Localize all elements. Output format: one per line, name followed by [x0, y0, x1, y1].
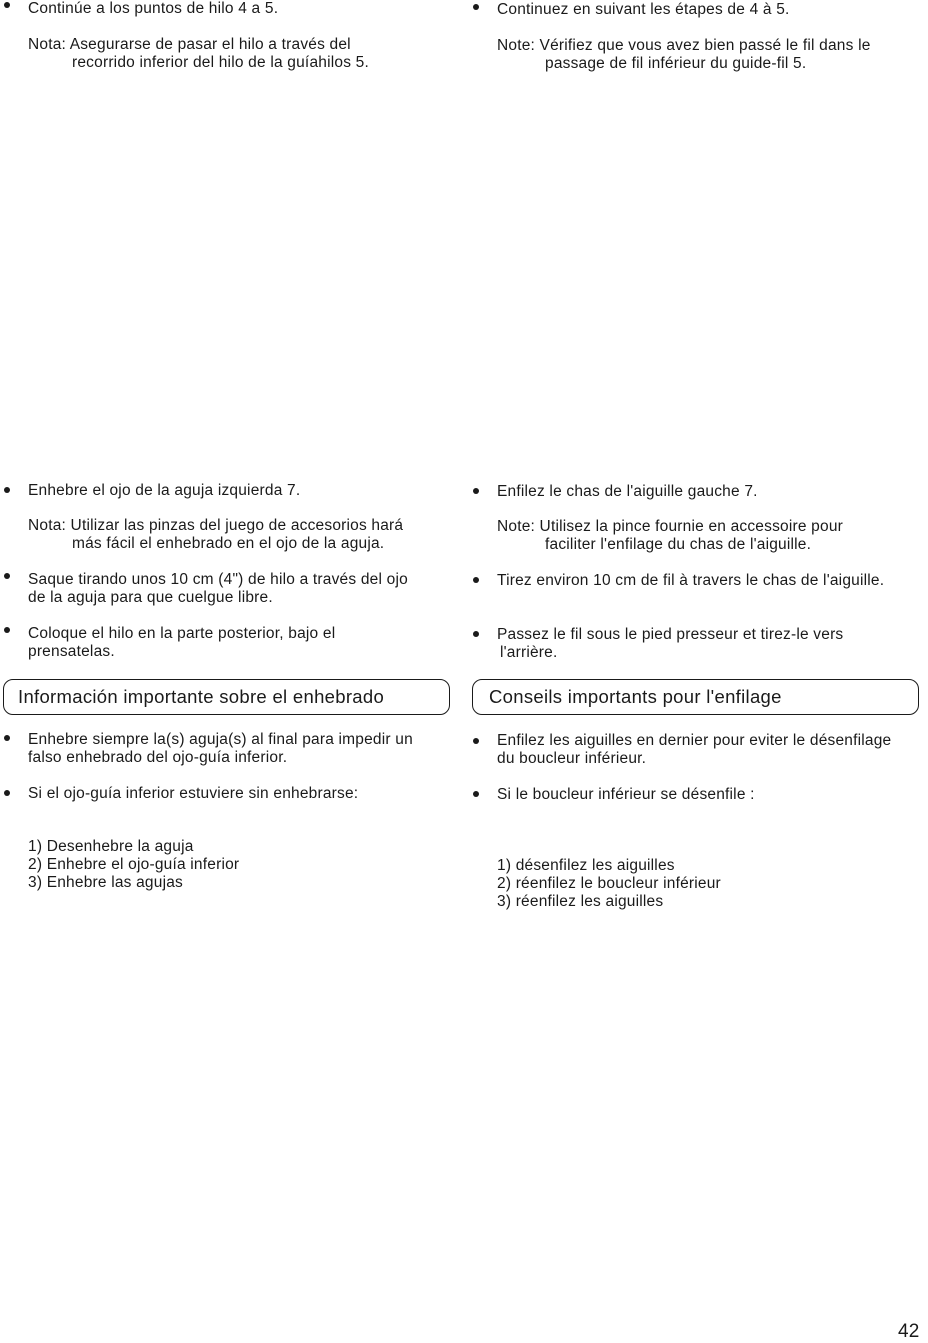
bullet-icon — [473, 577, 479, 583]
bullet-icon — [473, 791, 479, 797]
fr-step-continue: Continuez en suivant les étapes de 4 à 5. — [497, 1, 790, 18]
bullet-icon — [4, 2, 10, 8]
es-if-unthreaded: Si el ojo-guía inferior estuviere sin enhebrarse: — [28, 785, 359, 802]
es-list-item: 3) Enhebre las agujas — [28, 874, 183, 891]
fr-thread-needle: Enfilez le chas de l'aiguille gauche 7. — [497, 483, 758, 500]
es-always-line2: falso enhebrado del ojo-guía inferior. — [28, 749, 288, 766]
bullet-icon — [4, 735, 10, 741]
es-place-line2: prensatelas. — [28, 643, 115, 660]
es-note2-line2: más fácil el enhebrado en el ojo de la aguja. — [72, 535, 385, 552]
fr-place-line2: l'arrière. — [500, 644, 558, 661]
bullet-icon — [473, 4, 479, 10]
es-note2-line1: Nota: Utilizar las pinzas del juego de accesorios hará — [28, 517, 404, 534]
bullet-icon — [473, 738, 479, 744]
es-thread-needle: Enhebre el ojo de la aguja izquierda 7. — [28, 482, 301, 499]
fr-always-line1: Enfilez les aiguilles en dernier pour eviter le désenfilage — [497, 732, 892, 749]
fr-always-line2: du boucleur inférieur. — [497, 750, 647, 767]
es-section-heading: Información importante sobre el enhebrado — [18, 686, 385, 707]
bullet-icon — [473, 631, 479, 637]
es-list-item: 2) Enhebre el ojo-guía inferior — [28, 856, 240, 873]
bullet-icon — [4, 573, 10, 579]
fr-place-line1: Passez le fil sous le pied presseur et tirez-le vers — [497, 626, 844, 643]
fr-note2-line1: Note: Utilisez la pince fournie en accessoire pour — [497, 518, 844, 535]
es-note1-line1: Nota: Asegurarse de pasar el hilo a través del — [28, 36, 351, 53]
fr-note2-line2: faciliter l'enfilage du chas de l'aiguille. — [545, 536, 812, 553]
es-place-line1: Coloque el hilo en la parte posterior, bajo el — [28, 625, 336, 642]
es-always-line1: Enhebre siempre la(s) aguja(s) al final para impedir un — [28, 731, 413, 748]
es-note1-line2: recorrido inferior del hilo de la guíahilos 5. — [72, 54, 369, 71]
fr-section-heading: Conseils importants pour l'enfilage — [489, 686, 782, 707]
fr-list-item: 3) réenfilez les aiguilles — [497, 893, 664, 910]
fr-list-item: 2) réenfilez le boucleur inférieur — [497, 875, 721, 892]
fr-note1-line1: Note: Vérifiez que vous avez bien passé le fil dans le — [497, 37, 871, 54]
es-pull-line2: de la aguja para que cuelgue libre. — [28, 589, 273, 606]
bullet-icon — [4, 790, 10, 796]
fr-pull-line1: Tirez environ 10 cm de fil à travers le chas de l'aiguille. — [497, 572, 885, 589]
fr-list-item: 1) désenfilez les aiguilles — [497, 857, 675, 874]
es-step-continue: Continúe a los puntos de hilo 4 a 5. — [28, 0, 279, 17]
fr-note1-line2: passage de fil inférieur du guide-fil 5. — [545, 55, 807, 72]
es-pull-line1: Saque tirando unos 10 cm (4") de hilo a través del ojo — [28, 571, 408, 588]
bullet-icon — [4, 487, 10, 493]
es-list-item: 1) Desenhebre la aguja — [28, 838, 194, 855]
bullet-icon — [4, 627, 10, 633]
page-number: 42 — [898, 1321, 920, 1342]
bullet-icon — [473, 488, 479, 494]
fr-if-unthreaded: Si le boucleur inférieur se désenfile : — [497, 786, 755, 803]
